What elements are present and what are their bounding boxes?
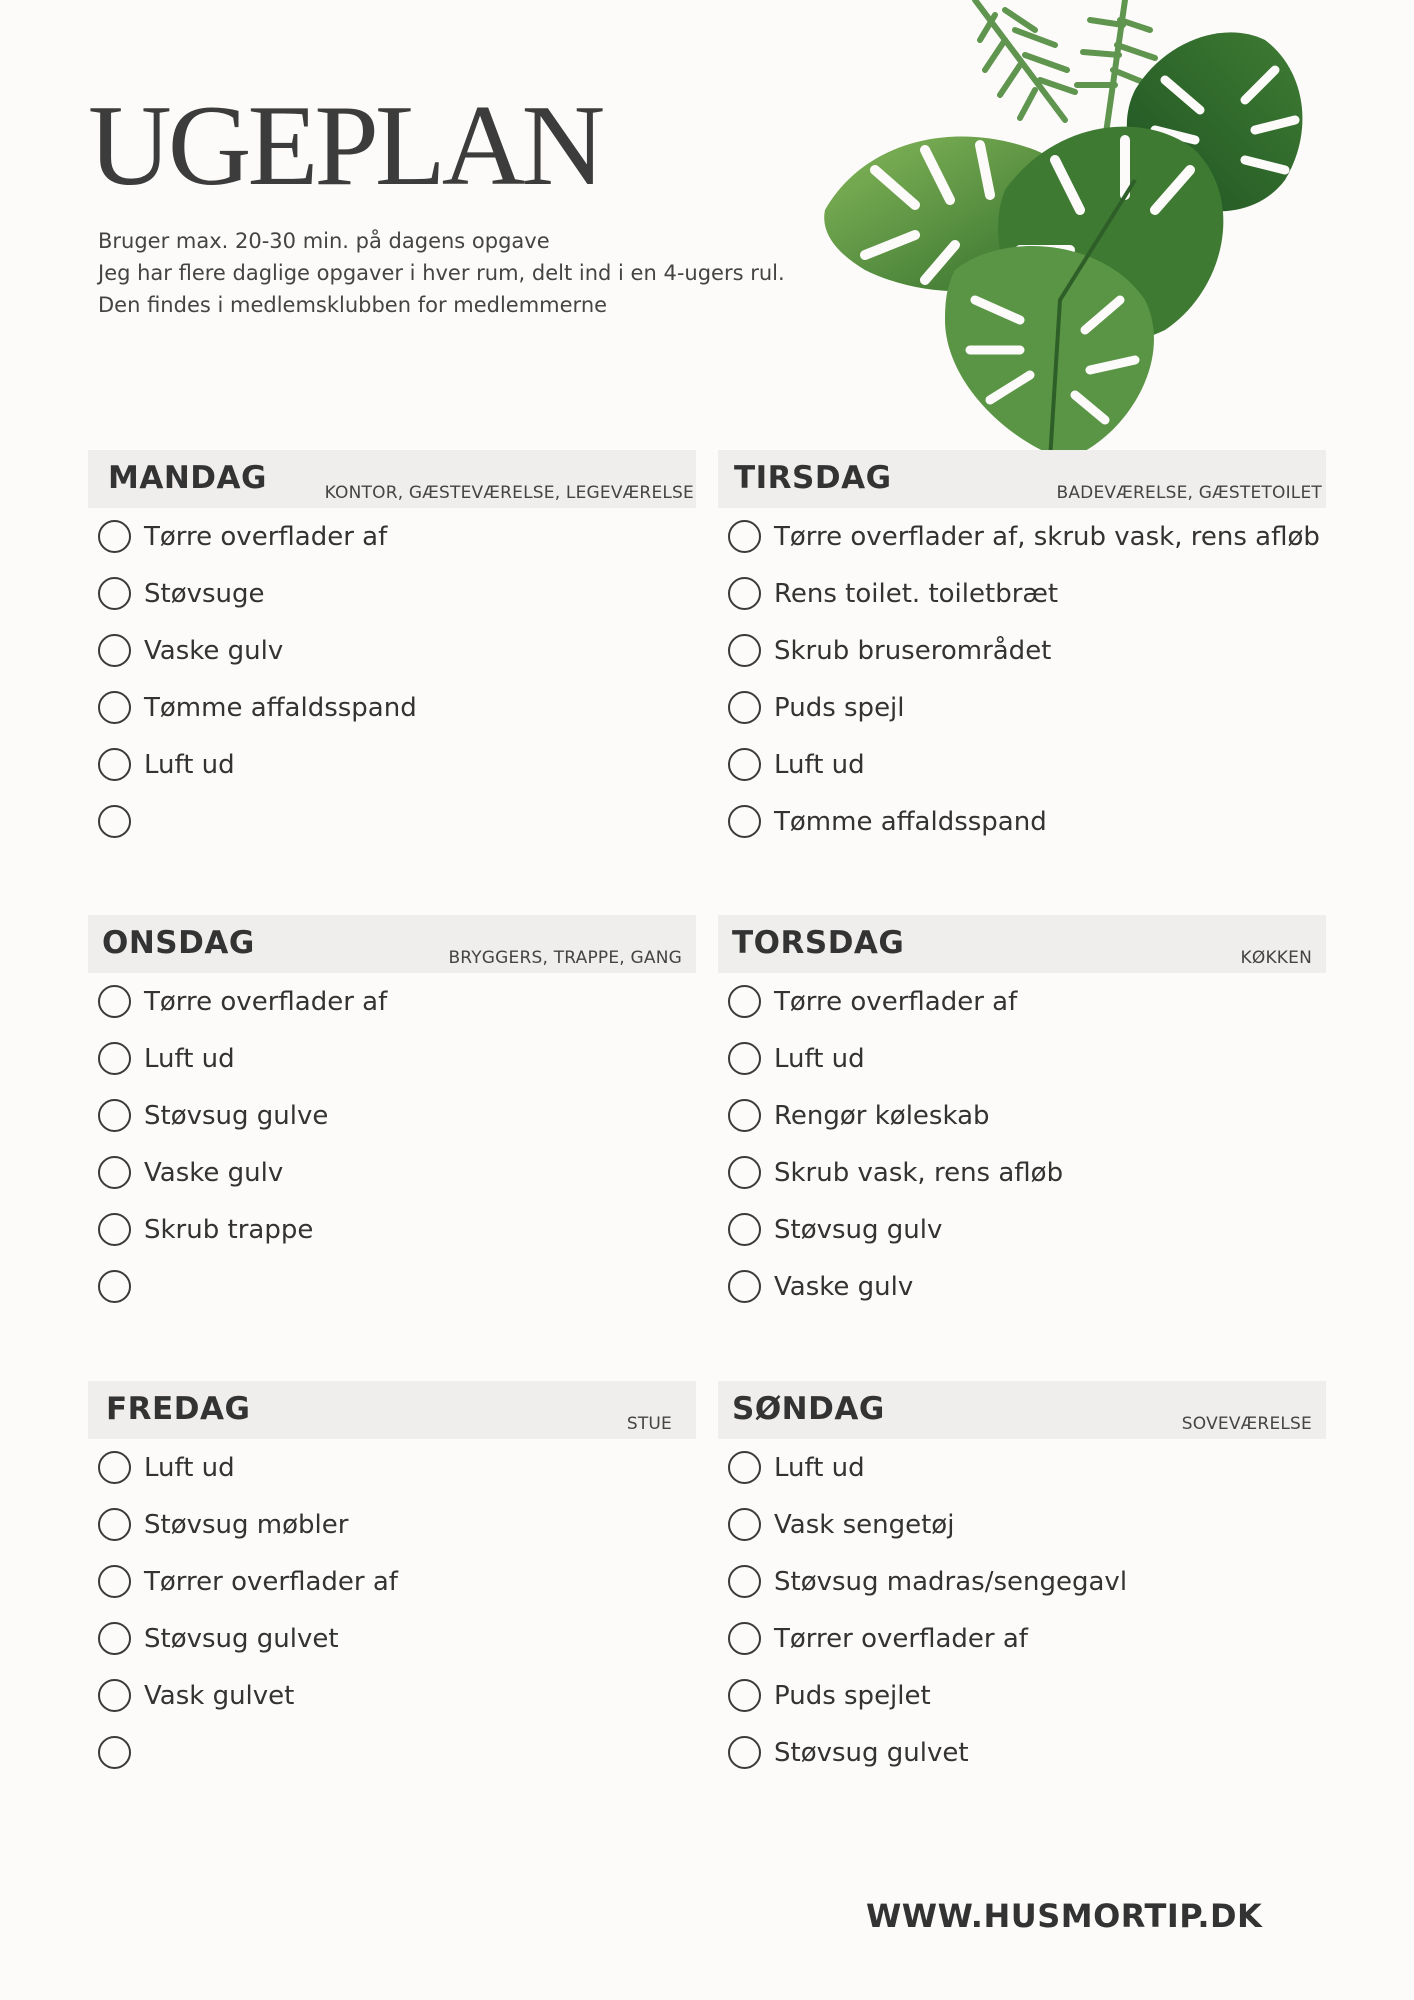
task-item [718, 1258, 1326, 1315]
checkbox-circle-icon[interactable] [728, 1679, 761, 1712]
task-label: Støvsug gulv [774, 1214, 943, 1245]
task-label: Støvsug gulve [144, 1100, 329, 1131]
task-item [718, 1087, 1326, 1144]
day-header [718, 915, 1326, 973]
task-label: Puds spejl [774, 692, 905, 723]
checkbox-circle-icon[interactable] [728, 1270, 761, 1303]
task-item [88, 793, 696, 850]
checkbox-circle-icon[interactable] [728, 1099, 761, 1132]
day-rooms: BADEVÆRELSE, GÆSTETOILET [1056, 483, 1322, 503]
task-label: Tømme affaldsspand [144, 692, 417, 723]
checkbox-circle-icon[interactable] [728, 805, 761, 838]
day-name: SØNDAG [732, 1391, 885, 1427]
checkbox-circle-icon[interactable] [728, 1565, 761, 1598]
task-item [88, 1667, 696, 1724]
task-item [88, 1030, 696, 1087]
task-list [88, 973, 696, 1315]
task-list [88, 508, 696, 850]
checkbox-circle-icon[interactable] [728, 1156, 761, 1189]
task-item [718, 508, 1326, 565]
day-rooms: STUE [626, 1414, 672, 1434]
task-list [718, 1439, 1326, 1781]
day-name: TIRSDAG [734, 460, 892, 496]
task-item [718, 1496, 1326, 1553]
task-label: Vaske gulv [144, 1157, 284, 1188]
task-item [718, 1667, 1326, 1724]
task-label: Tømme affaldsspand [774, 806, 1047, 837]
task-label: Tørre overflader af [774, 986, 1018, 1017]
checkbox-circle-icon[interactable] [98, 1099, 131, 1132]
task-item [88, 679, 696, 736]
task-item [718, 973, 1326, 1030]
task-item [718, 565, 1326, 622]
task-item [718, 679, 1326, 736]
task-label: Luft ud [144, 1452, 235, 1483]
day-name: ONSDAG [102, 925, 255, 961]
task-item [88, 1087, 696, 1144]
task-item [88, 736, 696, 793]
task-item [718, 1201, 1326, 1258]
checkbox-circle-icon[interactable] [728, 1213, 761, 1246]
day-rooms: KØKKEN [1240, 948, 1312, 968]
checkbox-circle-icon[interactable] [98, 1622, 131, 1655]
task-list [88, 1439, 696, 1781]
checkbox-circle-icon[interactable] [728, 634, 761, 667]
day-rooms: BRYGGERS, TRAPPE, GANG [448, 948, 682, 968]
task-label: Vask sengetøj [774, 1509, 955, 1540]
day-header [88, 450, 696, 508]
task-list [718, 973, 1326, 1315]
task-item [88, 622, 696, 679]
task-label: Rens toilet. toiletbræt [774, 578, 1059, 609]
task-label: Vask gulvet [144, 1680, 295, 1711]
day-header [88, 915, 696, 973]
checkbox-circle-icon[interactable] [98, 577, 131, 610]
task-label: Rengør køleskab [774, 1100, 990, 1131]
task-item [88, 1144, 696, 1201]
task-item [718, 1724, 1326, 1781]
task-item [718, 793, 1326, 850]
day-header [718, 1381, 1326, 1439]
task-label: Støvsug madras/sengegavl [774, 1566, 1128, 1597]
task-label: Tørre overflader af, skrub vask, rens afløb [774, 521, 1320, 552]
checkbox-circle-icon[interactable] [98, 1565, 131, 1598]
checkbox-circle-icon[interactable] [98, 1508, 131, 1541]
task-label: Skrub vask, rens afløb [774, 1157, 1064, 1188]
task-label: Luft ud [144, 1043, 235, 1074]
task-item [88, 1610, 696, 1667]
day-section-mandag [88, 450, 696, 850]
intro-text [98, 225, 785, 321]
task-item [88, 508, 696, 565]
checkbox-circle-icon[interactable] [728, 577, 761, 610]
task-item [718, 1030, 1326, 1087]
task-item [718, 1439, 1326, 1496]
checkbox-circle-icon[interactable] [728, 1042, 761, 1075]
task-label: Tørre overflader af [144, 986, 388, 1017]
task-item [88, 1496, 696, 1553]
checkbox-circle-icon[interactable] [98, 1270, 131, 1303]
task-label: Støvsuge [144, 578, 265, 609]
task-item [88, 1258, 696, 1315]
day-header [88, 1381, 696, 1439]
checkbox-circle-icon[interactable] [728, 520, 761, 553]
task-item [88, 1553, 696, 1610]
page-title: UGEPLAN [88, 82, 602, 210]
task-item [88, 973, 696, 1030]
website-link[interactable]: WWW.HUSMORTIP.DK [866, 1897, 1263, 1935]
day-rooms: KONTOR, GÆSTEVÆRELSE, LEGEVÆRELSE [324, 483, 694, 503]
checkbox-circle-icon[interactable] [98, 1042, 131, 1075]
task-item [88, 1201, 696, 1258]
checkbox-circle-icon[interactable] [98, 748, 131, 781]
task-label: Puds spejlet [774, 1680, 931, 1711]
task-label: Vaske gulv [774, 1271, 914, 1302]
day-name: FREDAG [106, 1391, 251, 1427]
checkbox-circle-icon[interactable] [728, 748, 761, 781]
monstera-leaves-icon [805, 0, 1345, 470]
task-label: Tørrer overflader af [774, 1623, 1028, 1654]
task-label: Skrub trappe [144, 1214, 314, 1245]
task-label: Støvsug møbler [144, 1509, 349, 1540]
checkbox-circle-icon[interactable] [98, 1679, 131, 1712]
day-section-torsdag [718, 915, 1326, 1315]
day-rooms: SOVEVÆRELSE [1181, 1414, 1312, 1434]
task-item [718, 1553, 1326, 1610]
checkbox-circle-icon[interactable] [98, 1213, 131, 1246]
checkbox-circle-icon[interactable] [98, 1451, 131, 1484]
task-item [718, 622, 1326, 679]
day-header [718, 450, 1326, 508]
checkbox-circle-icon[interactable] [728, 1622, 761, 1655]
task-item [88, 565, 696, 622]
task-label: Skrub bruserområdet [774, 635, 1052, 666]
task-label: Støvsug gulvet [144, 1623, 339, 1654]
task-label: Tørre overflader af [144, 521, 388, 552]
task-item [718, 1610, 1326, 1667]
intro-line: Jeg har flere daglige opgaver i hver rum, delt ind i en 4-ugers rul. [98, 261, 785, 285]
day-section-onsdag [88, 915, 696, 1315]
task-label: Støvsug gulvet [774, 1737, 969, 1768]
checkbox-circle-icon[interactable] [728, 985, 761, 1018]
intro-line: Den findes i medlemsklubben for medlemmerne [98, 293, 608, 317]
task-item [718, 736, 1326, 793]
checkbox-circle-icon[interactable] [728, 1736, 761, 1769]
task-list [718, 508, 1326, 850]
task-item [88, 1724, 696, 1781]
task-item [88, 1439, 696, 1496]
checkbox-circle-icon[interactable] [728, 1508, 761, 1541]
checkbox-circle-icon[interactable] [98, 985, 131, 1018]
checkbox-circle-icon[interactable] [728, 691, 761, 724]
checkbox-circle-icon[interactable] [98, 691, 131, 724]
day-name: MANDAG [108, 460, 267, 496]
checkbox-circle-icon[interactable] [98, 1736, 131, 1769]
task-label: Luft ud [774, 749, 865, 780]
checkbox-circle-icon[interactable] [98, 634, 131, 667]
task-label: Luft ud [144, 749, 235, 780]
checkbox-circle-icon[interactable] [98, 1156, 131, 1189]
day-section-fredag [88, 1381, 696, 1781]
day-section-tirsdag [718, 450, 1326, 850]
checkbox-circle-icon[interactable] [98, 805, 131, 838]
task-label: Luft ud [774, 1043, 865, 1074]
task-item [718, 1144, 1326, 1201]
intro-line: Bruger max. 20-30 min. på dagens opgave [98, 229, 550, 253]
checkbox-circle-icon[interactable] [728, 1451, 761, 1484]
checkbox-circle-icon[interactable] [98, 520, 131, 553]
task-label: Vaske gulv [144, 635, 284, 666]
task-label: Luft ud [774, 1452, 865, 1483]
day-section-sondag [718, 1381, 1326, 1781]
day-name: TORSDAG [732, 925, 905, 961]
task-label: Tørrer overflader af [144, 1566, 398, 1597]
